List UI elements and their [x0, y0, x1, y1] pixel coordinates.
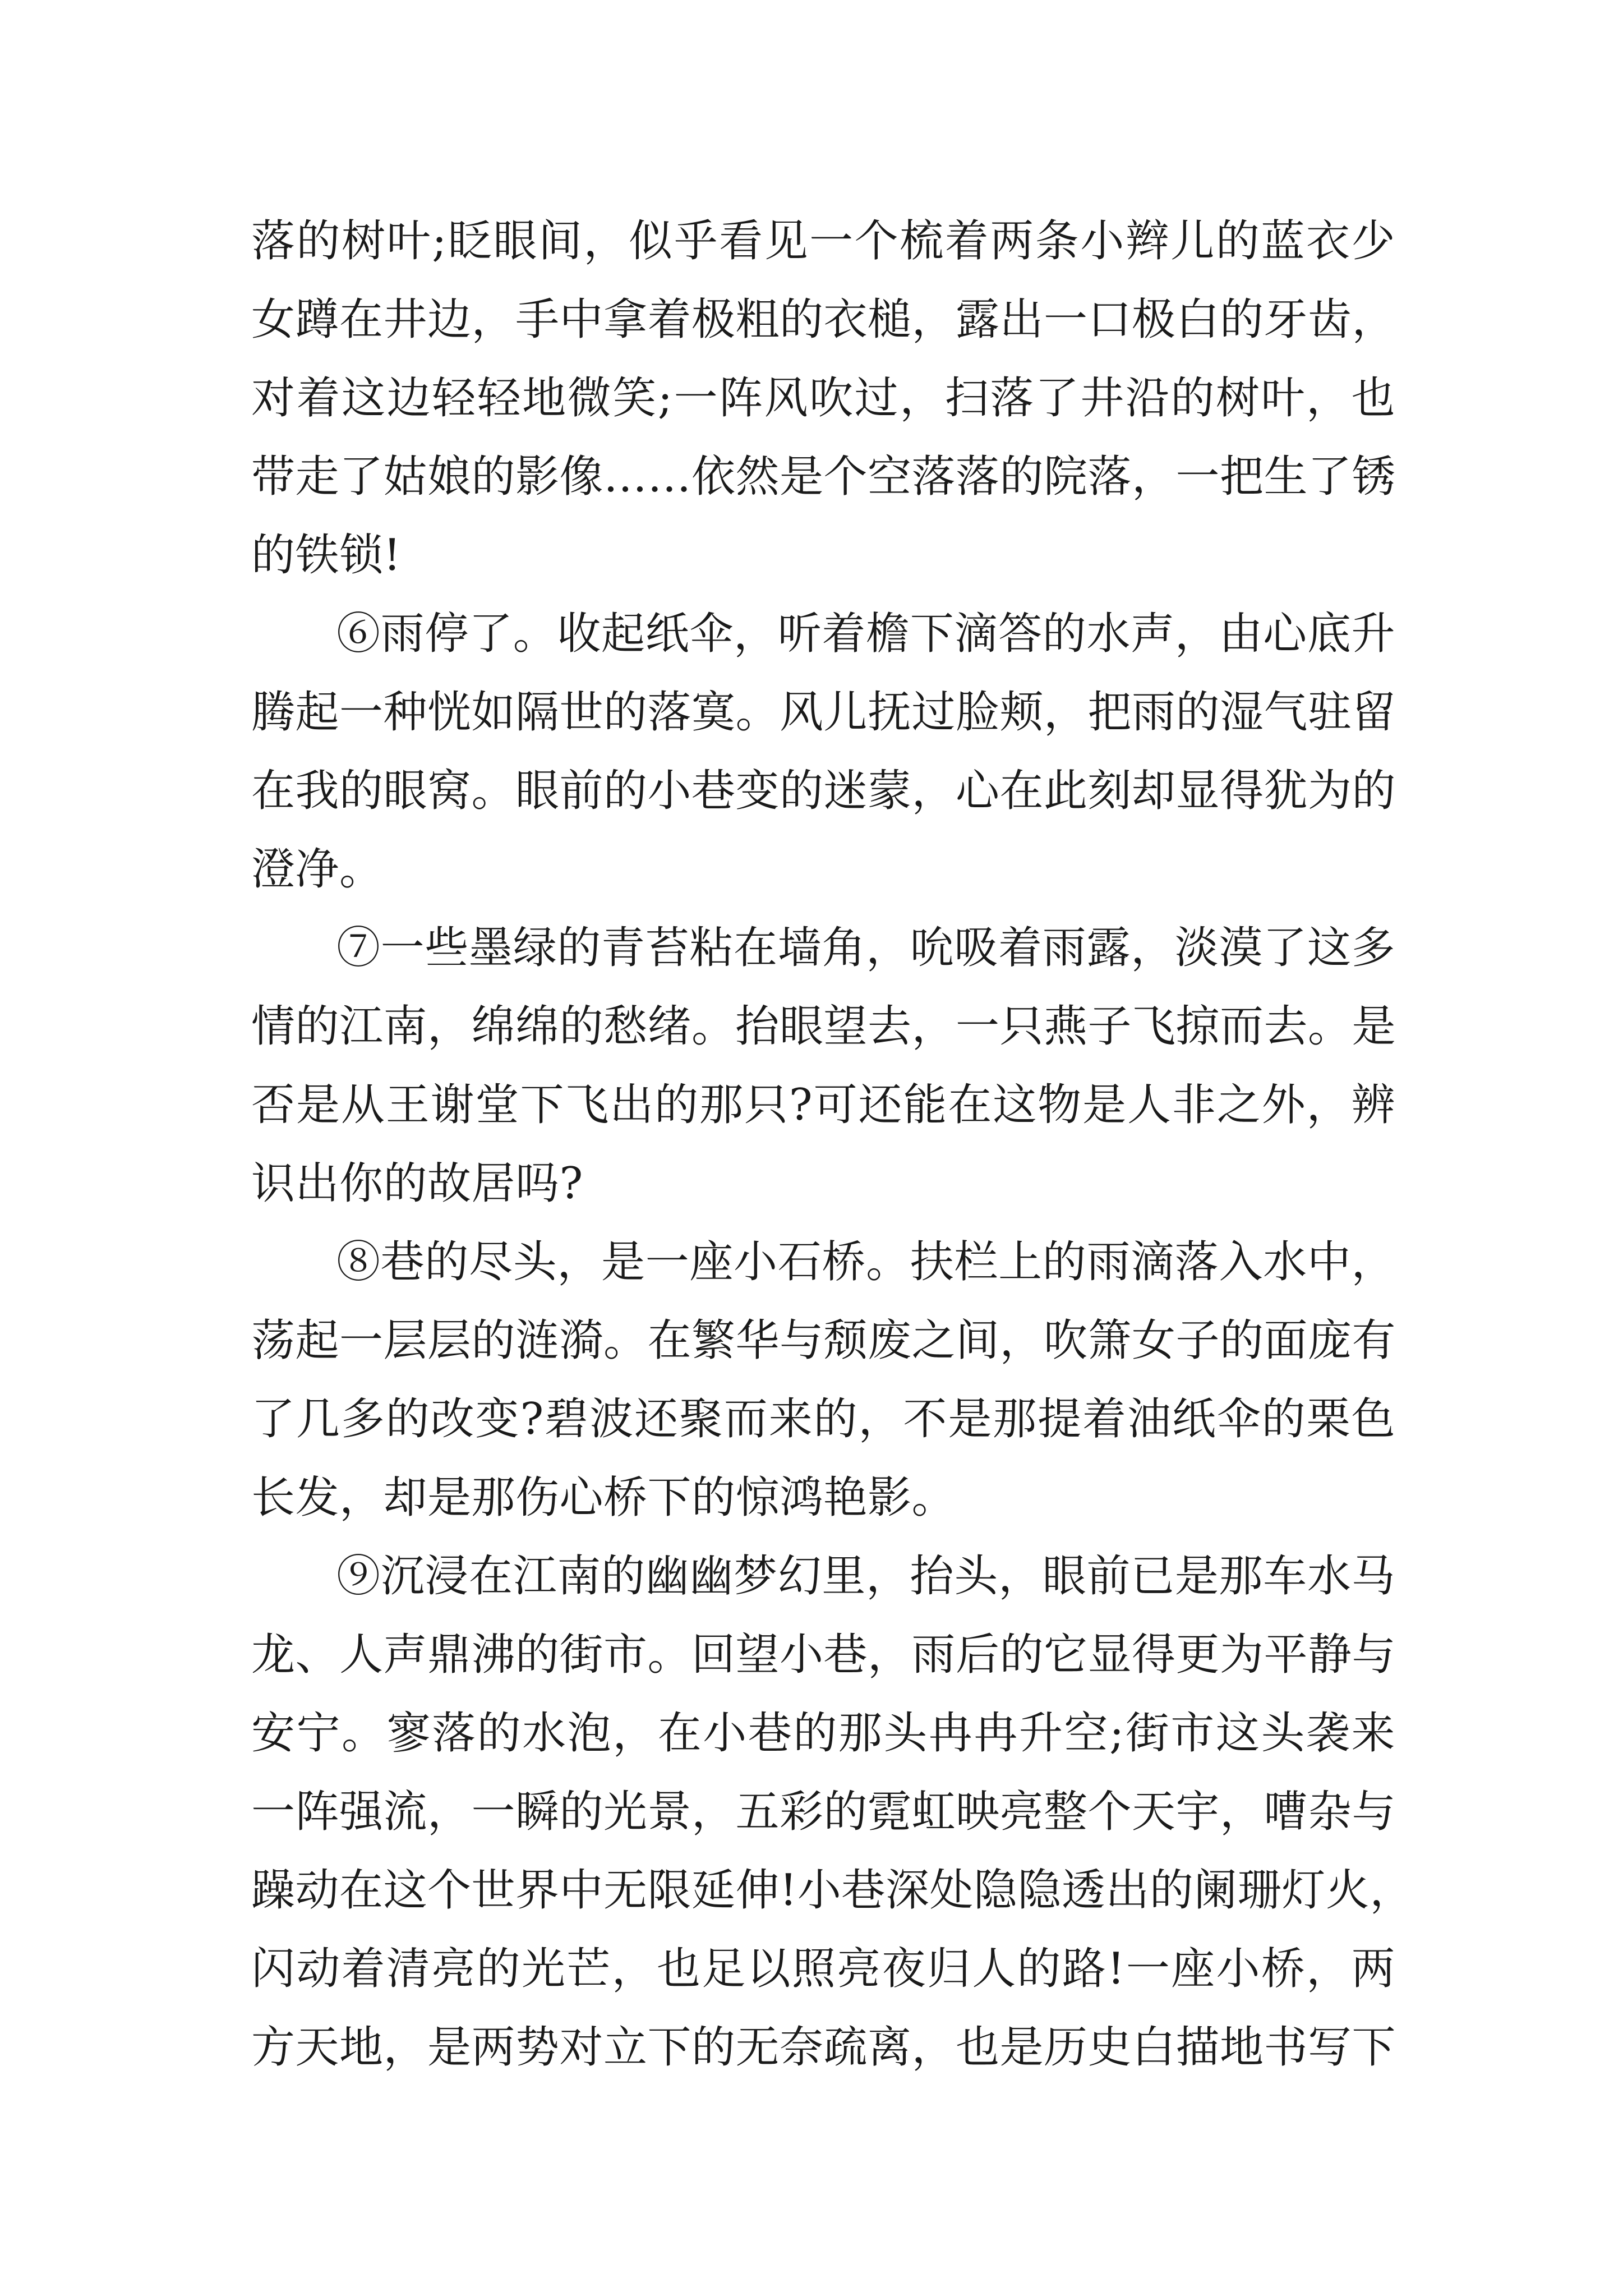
text-line: 否是从王谢堂下飞出的那只?可还能在这物是人非之外，辨	[251, 1080, 1395, 1130]
text-line: 长发，却是那伤心桥下的惊鸿艳影。	[251, 1473, 956, 1523]
paragraph-9-first-line: ⑨沉浸在江南的幽幽梦幻里，抬头，眼前已是那车水马	[336, 1551, 1395, 1602]
text-line: 的铁锁!	[251, 530, 402, 581]
text-line: 荡起一层层的涟漪。在繁华与颓废之间，吹箫女子的面庞有	[251, 1315, 1396, 1366]
text-line: 澄净。	[251, 844, 384, 895]
text-line: 在我的眼窝。眼前的小巷变的迷蒙，心在此刻却显得犹为的	[251, 766, 1396, 816]
text-line: 安宁。寥落的水泡，在小巷的那头冉冉升空;街市这头袭来	[251, 1708, 1395, 1759]
text-line: 女蹲在井边，手中拿着极粗的衣槌，露出一口极白的牙齿，	[251, 295, 1396, 345]
text-line: 腾起一种恍如隔世的落寞。风儿抚过脸颊，把雨的湿气驻留	[251, 687, 1396, 738]
text-line: 闪动着清亮的光芒，也足以照亮夜归人的路!一座小桥，两	[251, 1944, 1395, 1994]
text-line: 龙、人声鼎沸的街市。回望小巷，雨后的它显得更为平静与	[251, 1630, 1396, 1680]
text-line: 带走了姑娘的影像……依然是个空落落的院落，一把生了锈	[251, 452, 1396, 502]
text-line: 方天地，是两势对立下的无奈疏离，也是历史白描地书写下	[251, 2022, 1396, 2073]
text-line: 落的树叶;眨眼间，似乎看见一个梳着两条小辫儿的蓝衣少	[251, 216, 1395, 266]
paragraph-6-first-line: ⑥雨停了。收起纸伞，听着檐下滴答的水声，由心底升	[336, 609, 1395, 659]
text-line: 识出你的故居吗?	[251, 1158, 583, 1209]
paragraph-8-first-line: ⑧巷的尽头，是一座小石桥。扶栏上的雨滴落入水中，	[336, 1237, 1395, 1287]
text-line: 了几多的改变?碧波还聚而来的，不是那提着油纸伞的栗色	[251, 1394, 1395, 1444]
text-line: 对着这边轻轻地微笑;一阵风吹过，扫落了井沿的树叶，也	[251, 373, 1395, 424]
paragraph-7-first-line: ⑦一些墨绿的青苔粘在墙角，吮吸着雨露，淡漠了这多	[336, 923, 1395, 973]
text-line: 情的江南，绵绵的愁绪。抬眼望去，一只燕子飞掠而去。是	[251, 1001, 1396, 1052]
text-line: 躁动在这个世界中无限延伸!小巷深处隐隐透出的阑珊灯火，	[251, 1865, 1414, 1916]
text-line: 一阵强流，一瞬的光景，五彩的霓虹映亮整个天宇，嘈杂与	[251, 1787, 1396, 1837]
